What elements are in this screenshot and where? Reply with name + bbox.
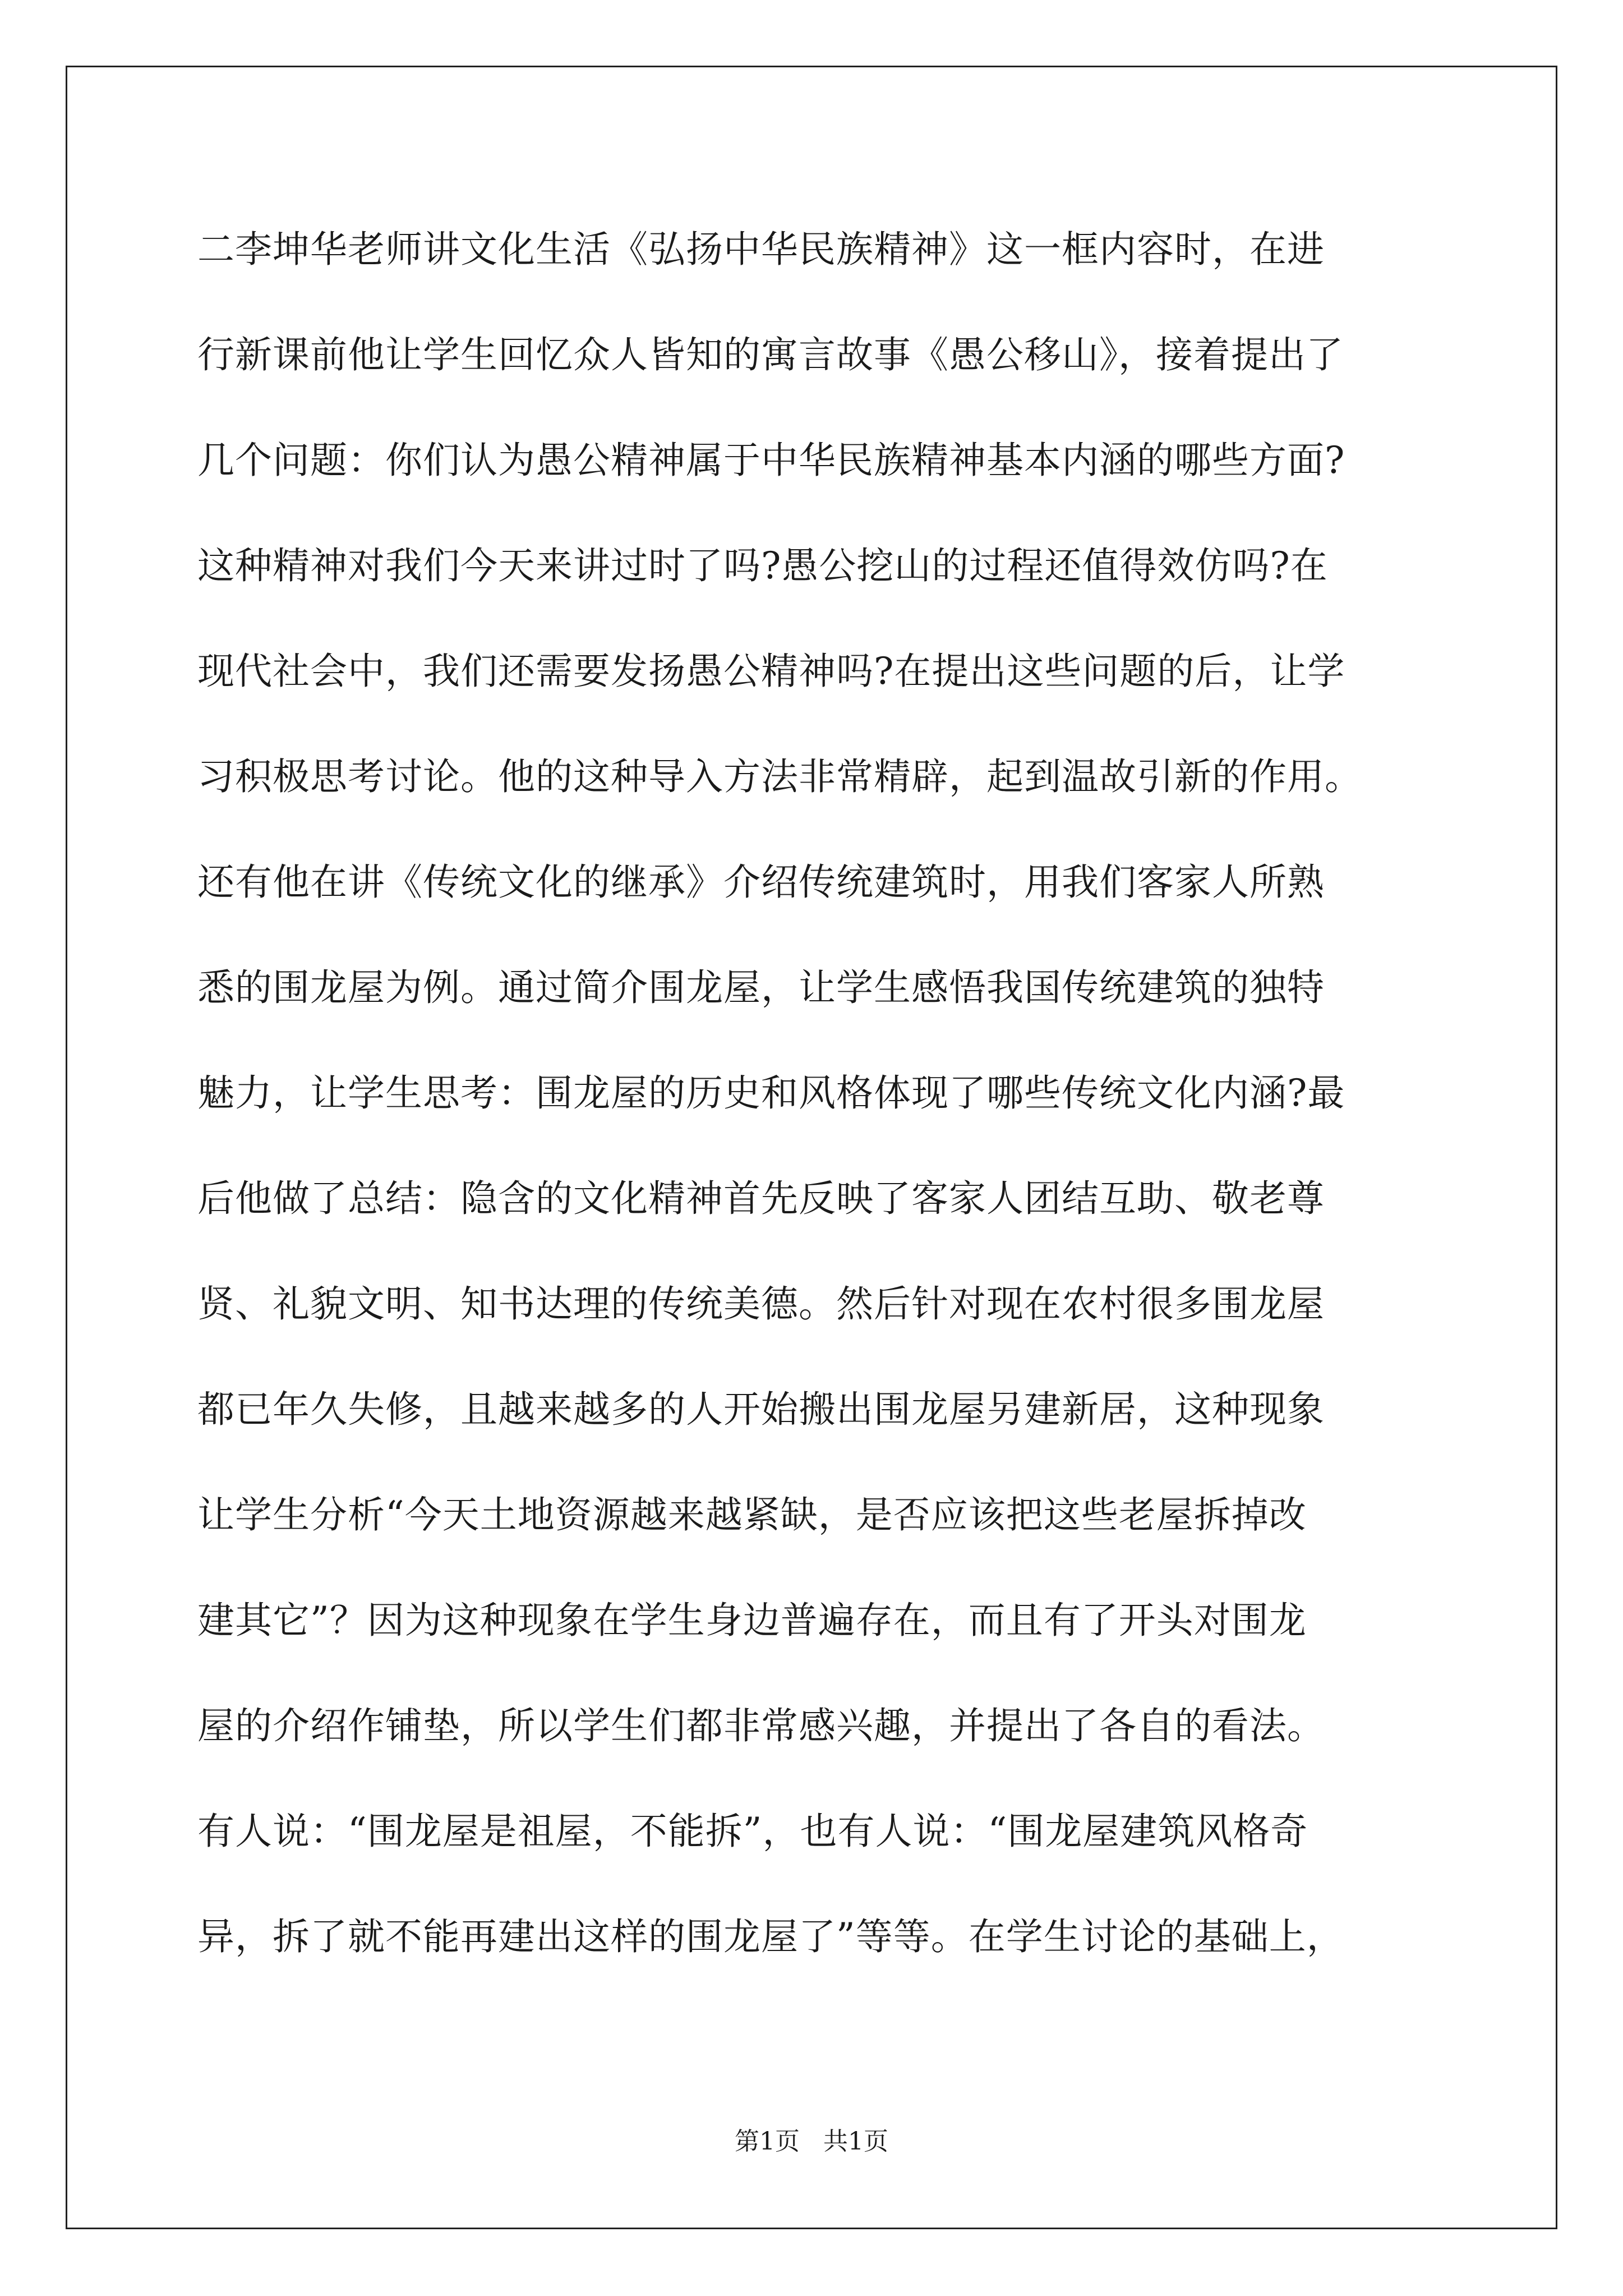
text-line: 有人说：“围龙屋是祖屋，不能拆”，也有人说：“围龙屋建筑风格奇 (197, 1810, 1308, 1853)
text-line: 这种精神对我们今天来讲过时了吗?愚公挖山的过程还值得效仿吗?在 (197, 544, 1328, 587)
text-line: 异，拆了就不能再建出这样的围龙屋了”等等。在学生讨论的基础上， (197, 1915, 1344, 1958)
page-footer (0, 2125, 1623, 2159)
text-line: 二李坤华老师讲文化生活《弘扬中华民族精神》这一框内容时，在进 (197, 228, 1325, 271)
text-line: 都已年久失修，且越来越多的人开始搬出围龙屋另建新居，这种现象 (197, 1388, 1325, 1431)
text-line: 贤、礼貌文明、知书达理的传统美德。然后针对现在农村很多围龙屋 (197, 1282, 1325, 1326)
text-line: 屋的介绍作铺垫，所以学生们都非常感兴趣，并提出了各自的看法。 (197, 1704, 1325, 1747)
text-line: 后他做了总结：隐含的文化精神首先反映了客家人团结互助、敬老尊 (197, 1177, 1325, 1220)
text-line: 还有他在讲《传统文化的继承》介绍传统建筑时，用我们客家人所熟 (197, 861, 1325, 904)
document-body (197, 216, 1431, 2009)
text-line: 让学生分析“今天土地资源越来越紧缺，是否应该把这些老屋拆掉改 (197, 1493, 1307, 1536)
text-line: 悉的围龙屋为例。通过简介围龙屋，让学生感悟我国传统建筑的独特 (197, 966, 1325, 1009)
page-number: 第1页 (735, 2127, 800, 2156)
text-line: 魅力，让学生思考：围龙屋的历史和风格体现了哪些传统文化内涵?最 (197, 1071, 1345, 1115)
text-line: 习积极思考讨论。他的这种导入方法非常精辟，起到温故引新的作用。 (197, 755, 1362, 798)
page-total: 共1页 (823, 2127, 888, 2156)
text-line: 建其它”？因为这种现象在学生身边普遍存在，而且有了开头对围龙 (197, 1599, 1307, 1642)
text-line: 几个问题：你们认为愚公精神属于中华民族精神基本内涵的哪些方面? (197, 439, 1345, 482)
text-line: 现代社会中，我们还需要发扬愚公精神吗?在提出这些问题的后，让学 (197, 650, 1345, 693)
text-line: 行新课前他让学生回忆众人皆知的寓言故事《愚公移山》，接着提出了 (197, 333, 1344, 376)
